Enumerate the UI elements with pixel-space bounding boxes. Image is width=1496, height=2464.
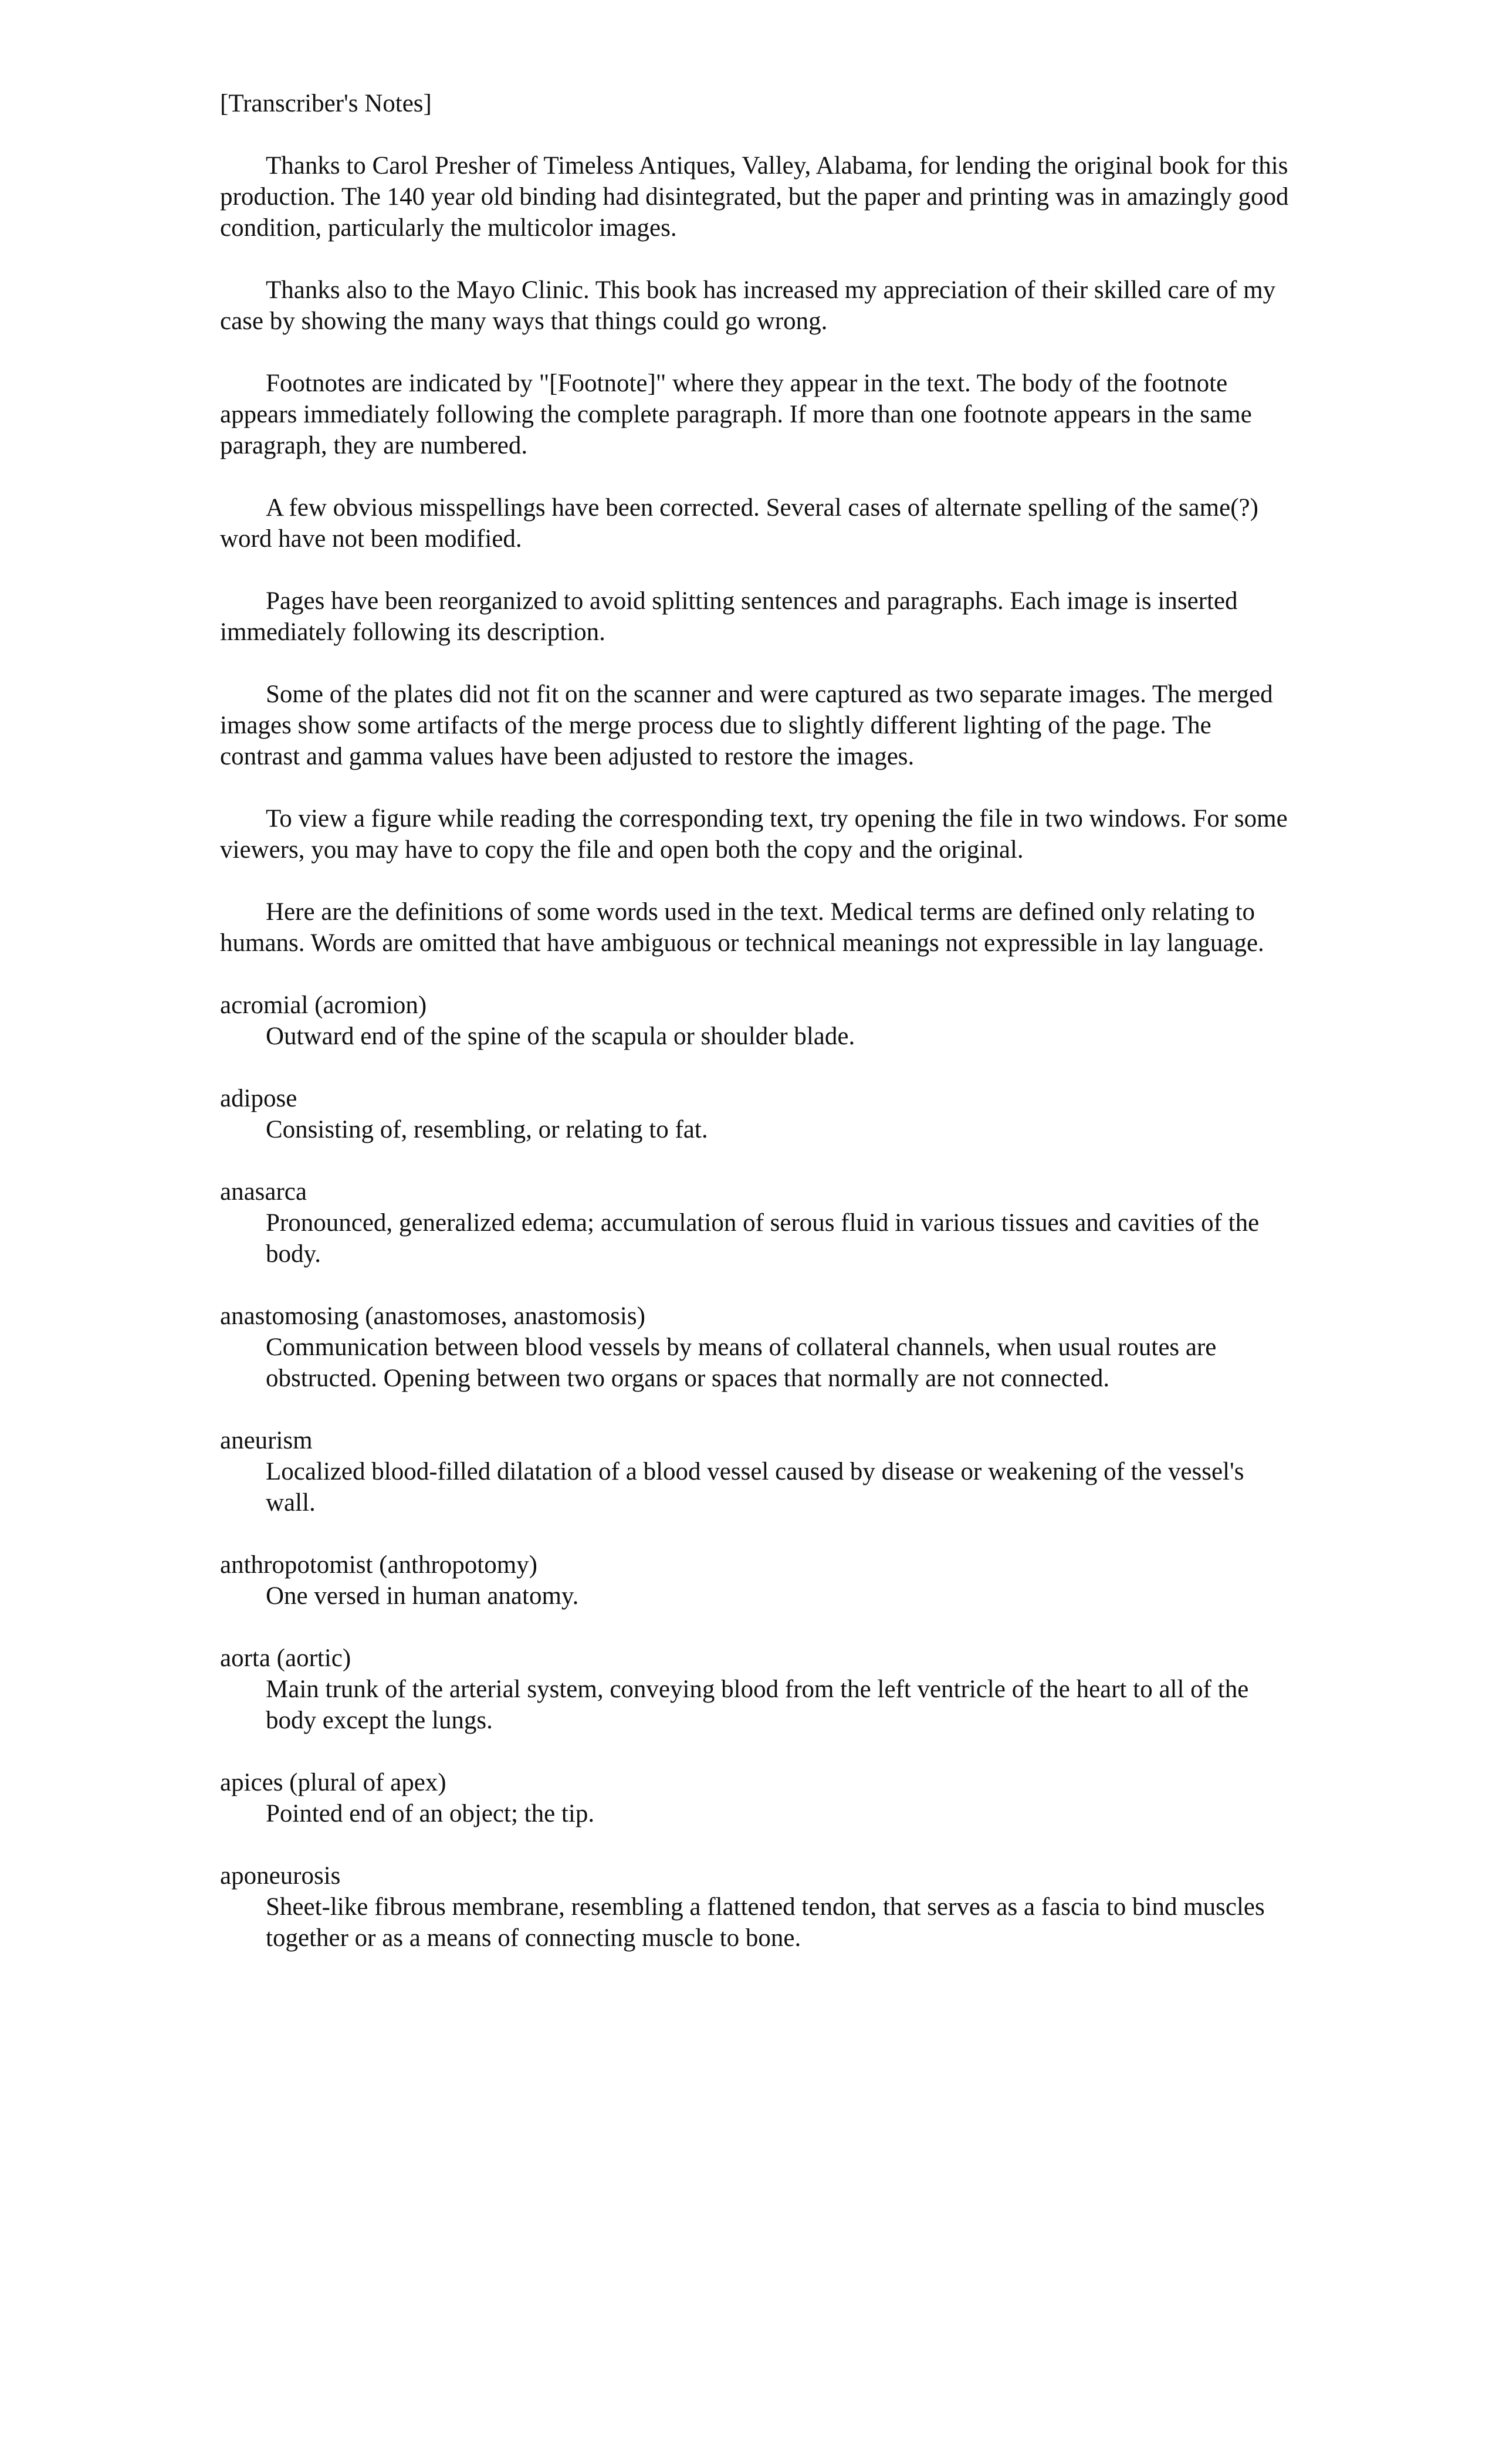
glossary-term: aneurism <box>220 1427 313 1454</box>
glossary-term: acromial (acromion) <box>220 991 427 1019</box>
glossary-term: aponeurosis <box>220 1862 341 1890</box>
glossary-term: apices (plural of apex) <box>220 1769 446 1796</box>
glossary-definition: Outward end of the spine of the scapula or shoulder blade. <box>266 1023 855 1050</box>
glossary-definition: Communication between blood vessels by means of collateral channels, when usual routes are obstructed. Opening between two organs or spaces that normally are not connected. <box>266 1333 1217 1392</box>
glossary-term: aorta (aortic) <box>220 1644 351 1672</box>
glossary-definition: Consisting of, resembling, or relating to fat. <box>266 1116 708 1143</box>
glossary-entry <box>220 990 1294 1052</box>
glossary-entry <box>220 1425 1294 1518</box>
intro-paragraph: A few obvious misspellings have been corrected. Several cases of alternate spelling of the same(?) word have not been modified. <box>220 494 1258 553</box>
intro-paragraph: Thanks to Carol Presher of Timeless Antiques, Valley, Alabama, for lending the original book for this production. The 140 year old binding had disintegrated, but the paper and printing was in amazingly good condition, particularly the multicolor images. <box>220 152 1289 242</box>
intro-paragraph: Here are the definitions of some words used in the text. Medical terms are defined only relating to humans. Words are omitted that have ambiguous or technical meanings not expressible in lay language. <box>220 898 1264 957</box>
glossary-definition: Localized blood-filled dilatation of a blood vessel caused by disease or weakening of the vessel's wall. <box>266 1458 1244 1517</box>
intro-paragraph: Footnotes are indicated by "[Footnote]" where they appear in the text. The body of the footnote appears immediately following the complete paragraph. If more than one footnote appears in the same paragraph, they are numbered. <box>220 370 1252 459</box>
intro-paragraph: To view a figure while reading the corresponding text, try opening the file in two windows. For some viewers, you may have to copy the file and open both the copy and the original. <box>220 805 1288 864</box>
glossary-definition: Pointed end of an object; the tip. <box>266 1800 595 1827</box>
glossary-term: anthropotomist (anthropotomy) <box>220 1551 538 1579</box>
glossary-entry <box>220 1549 1294 1612</box>
glossary-term: adipose <box>220 1085 297 1112</box>
glossary-definition: Pronounced, generalized edema; accumulation of serous fluid in various tissues and cavities of the body. <box>266 1209 1260 1268</box>
glossary-term: anastomosing (anastomoses, anastomosis) <box>220 1302 645 1330</box>
glossary-entry <box>220 1860 1294 1954</box>
glossary-entry <box>220 1083 1294 1145</box>
glossary-entry <box>220 1301 1294 1394</box>
glossary-definition: Sheet-like fibrous membrane, resembling a flattened tendon, that serves as a fascia to bind muscles together or as a means of connecting muscle to bone. <box>266 1893 1265 1952</box>
glossary-definition: Main trunk of the arterial system, conveying blood from the left ventricle of the heart to all of the body except the lungs. <box>266 1676 1249 1734</box>
intro-paragraph: Pages have been reorganized to avoid splitting sentences and paragraphs. Each image is inserted immediately following its description. <box>220 587 1238 646</box>
intro-paragraph: Some of the plates did not fit on the scanner and were captured as two separate images. The merged images show some artifacts of the merge process due to slightly different lighting of the page. The contrast and gamma values have been adjusted to restore the images. <box>220 681 1273 770</box>
glossary-definition: One versed in human anatomy. <box>266 1582 579 1610</box>
glossary-term: anasarca <box>220 1178 307 1206</box>
intro-paragraph: Thanks also to the Mayo Clinic. This book has increased my appreciation of their skilled care of my case by showing the many ways that things could go wrong. <box>220 276 1276 335</box>
glossary-entry <box>220 1767 1294 1829</box>
page-title: [Transcriber's Notes] <box>220 90 432 117</box>
glossary-list <box>220 990 1294 1954</box>
glossary-entry <box>220 1176 1294 1270</box>
glossary-entry <box>220 1643 1294 1736</box>
document-page <box>220 88 1294 1985</box>
